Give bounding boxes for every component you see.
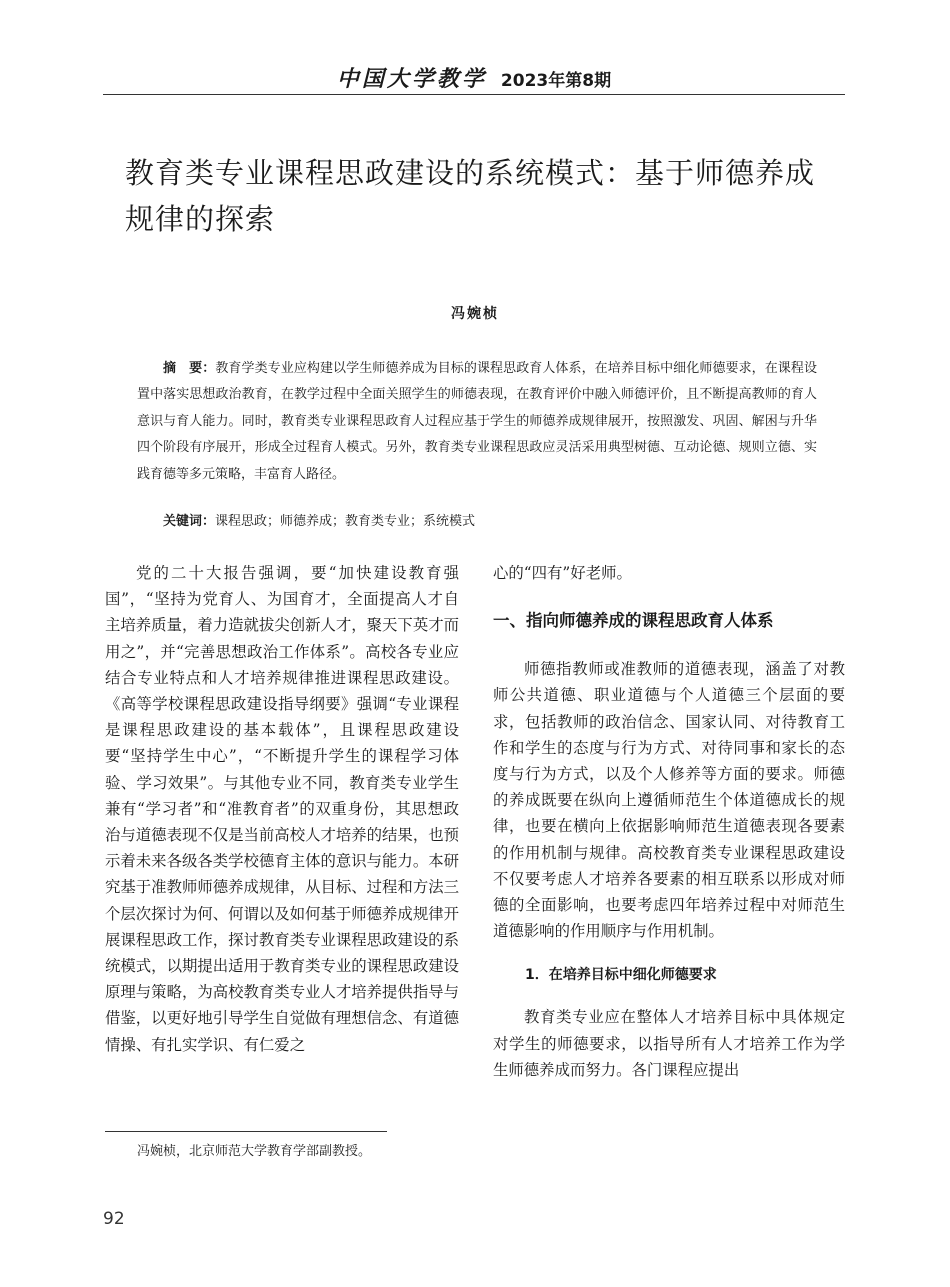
abstract-label: 摘 要：	[163, 361, 216, 376]
issue-label: 2023年第8期	[500, 71, 612, 91]
left-column	[105, 560, 459, 1058]
section-heading: 一、指向师德养成的课程思政育人体系	[493, 611, 774, 631]
page-number: 92	[103, 1209, 125, 1229]
article-title: 教育类专业课程思政建设的系统模式：基于师德养成规律的探索	[125, 156, 816, 236]
keywords	[137, 511, 817, 533]
header-rule	[103, 94, 845, 95]
keywords-text: 课程思政；师德养成；教育类专业；系统模式	[215, 514, 476, 529]
right-column	[493, 560, 845, 1083]
intro-paragraph: 党的二十大报告强调，要“加快建设教育强国”，“坚持为党育人、为国育才，全面提高人才自主培养质量，着力造就拔尖创新人才，聚天下英才而用之”，并“完善思想政治工作体系”。高校各专业应结合专业特点和人才培养规律推进课程思政建设。《高等学校课程思政建设指导纲要》强调“专业课程是课程思政建设的基本载体”，且课程思政建设要“坚持学生中心”，“不断提升学生的课程学习体验、学习效果”。与其他专业不同，教育类专业学生兼有“学习者”和“准教育者”的双重身份，其思想政治与道德表现不仅是当前高校人才培养的结果，也预示着未来各级各类学校德育主体的意识与能力。本研究基于准教师师德养成规律，从目标、过程和方法三个层次探讨为何、何谓以及如何基于师德养成规律开展课程思政工作，探讨教育类专业课程思政建设的系统模式，以期提出适用于教育类专业的课程思政建设原理与策略，为高校教育类专业人才培养提供指导与借鉴，以更好地引导学生自觉做有理想信念、有道德情操、有扎实学识、有仁爱之	[105, 564, 459, 1054]
author-footnote: 冯婉桢，北京师范大学教育学部副教授。	[137, 1144, 372, 1159]
section-paragraph: 师德指教师或准教师的道德表现，涵盖了对教师公共道德、职业道德与个人道德三个层面的要求，包括教师的政治信念、国家认同、对待教育工作和学生的态度与行为方式、对待同事和家长的态度与行为方式，以及个人修养等方面的要求。师德的养成既要在纵向上遵循师范生个体道德成长的规律，也要在横向上依据影响师范生道德表现各要素的作用机制与规律。高校教育类专业课程思政建设不仅要考虑人才培养各要素的相互联系以形成对师德的全面影响，也要考虑四年培养过程中对师范生道德影响的作用顺序与作用机制。	[493, 660, 845, 941]
intro-continuation: 心的“四有”好老师。	[493, 564, 632, 582]
keywords-label: 关键词：	[163, 514, 216, 529]
author-name: 冯婉桢	[451, 306, 499, 322]
abstract-text: 教育学类专业应构建以学生师德养成为目标的课程思政育人体系，在培养目标中细化师德要求，在课程设置中落实思想政治教育，在教学过程中全面关照学生的师德表现，在教育评价中融入师德评价，且不断提高教师的育人意识与育人能力。同时，教育类专业课程思政育人过程应基于学生的师德养成规律展开，按照激发、巩固、解困与升华四个阶段有序展开，形成全过程育人模式。另外，教育类专业课程思政应灵活采用典型树德、互动论德、规则立德、实践育德等多元策略，丰富育人路径。	[137, 361, 817, 482]
subsection-paragraph: 教育类专业应在整体人才培养目标中具体规定对学生的师德要求，以指导所有人才培养工作为学生师德养成而努力。各门课程应提出	[493, 1008, 845, 1079]
journal-name: 中国大学教学	[336, 66, 487, 92]
running-header	[103, 62, 845, 93]
abstract	[137, 356, 817, 488]
footnote-rule	[105, 1131, 387, 1132]
subsection-heading: 1．在培养目标中细化师德要求	[525, 967, 717, 984]
